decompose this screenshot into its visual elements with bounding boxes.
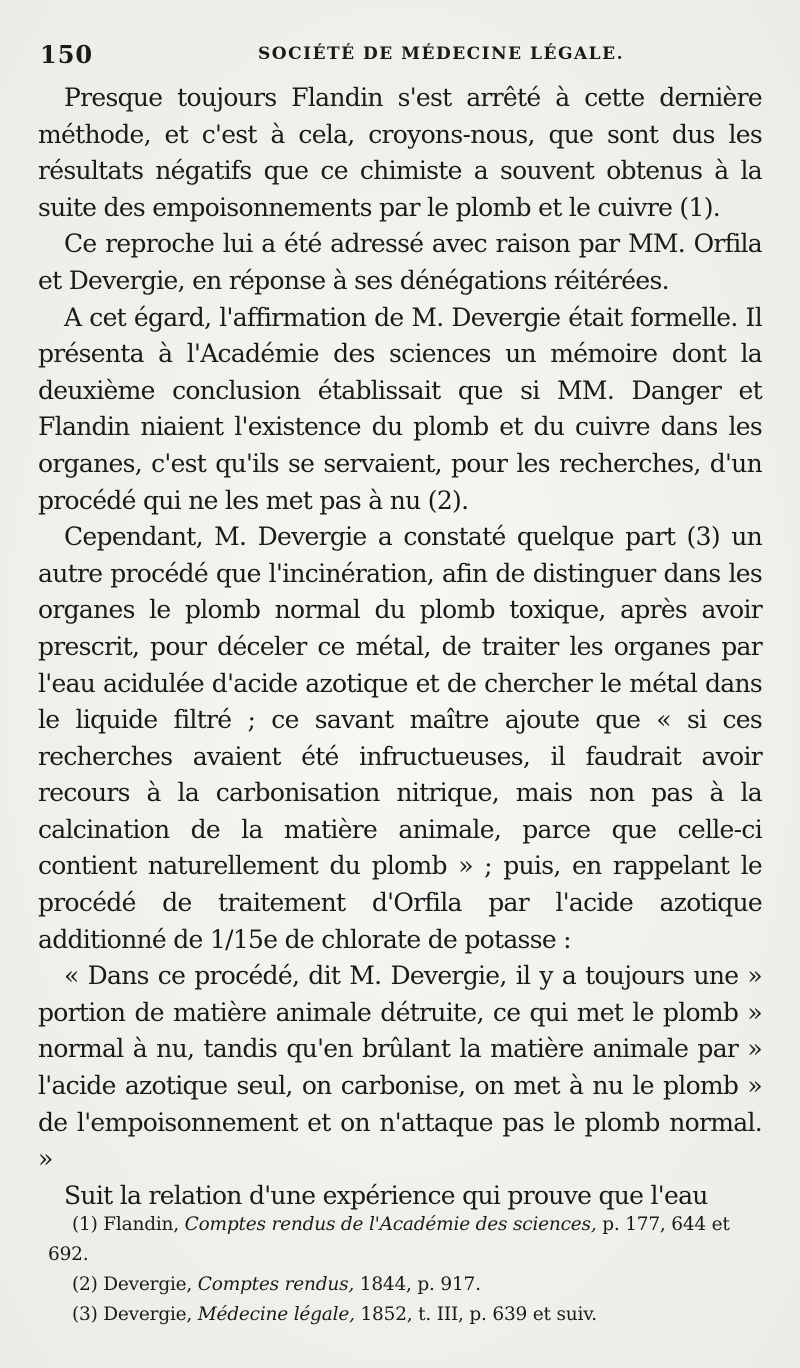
footnote <box>48 1300 766 1330</box>
footnote-reference: 1844, p. 917. <box>359 1274 481 1295</box>
body-text <box>38 80 762 1214</box>
quoted-paragraph: « Dans ce procédé, dit M. Devergie, il y a toujours une » portion de matière animale détruite, ce qui met le plomb » normal à nu, tandis qu'en brûlant la matière animale par » l'acide azotique seul, on carbonise, on met à nu le plomb » de l'empoisonnement et on n'attaque pas le plomb normal. » <box>38 961 762 1174</box>
footnote <box>48 1270 766 1300</box>
footnote-author: Devergie, <box>103 1304 193 1325</box>
footnote-marker: (2) <box>72 1274 98 1295</box>
footnote-marker: (1) <box>72 1214 98 1235</box>
running-title: SOCIÉTÉ DE MÉDECINE LÉGALE. <box>258 44 624 64</box>
footnote-work: Comptes rendus, <box>197 1274 355 1295</box>
footnote-marker: (3) <box>72 1304 98 1325</box>
footnote-author: Devergie, <box>103 1274 193 1295</box>
running-head <box>40 40 760 74</box>
page-number: 150 <box>40 40 94 69</box>
paragraph: A cet égard, l'affirmation de M. Devergie était formelle. Il présenta à l'Académie des sciences un mémoire dont la deuxième conclusion établissait que si MM. Danger et Flandin niaient l'existence du plomb et du cuivre dans les organes, c'est qu'ils se servaient, pour les recherches, d'un procédé qui ne les met pas à nu (2). <box>38 302 762 515</box>
footnote <box>48 1210 766 1270</box>
paragraph: Ce reproche lui a été adressé avec raison par MM. Orfila et Devergie, en réponse à ses dénégations réitérées. <box>38 229 762 295</box>
paragraph: Cependant, M. Devergie a constaté quelque part (3) un autre procédé que l'incinération, afin de distinguer dans les organes le plomb normal du plomb toxique, après avoir prescrit, pour déceler ce métal, de traiter les organes par l'eau acidulée d'acide azotique et de chercher le métal dans le liquide filtré ; ce savant maître ajoute que « si ces recherches avaient été infructueuses, il faudrait avoir recours à la carbonisation nitrique, mais non pas à la calcination de la matière animale, parce que celle-ci contient naturellement du plomb » ; puis, en rappelant le procédé de traitement d'Orfila par l'acide azotique additionné de 1/15e de chlorate de potasse : <box>38 522 762 954</box>
paragraph: Suit la relation d'une expérience qui prouve que l'eau <box>64 1180 708 1210</box>
footnote-author: Flandin, <box>103 1214 179 1235</box>
footnote-reference: 1852, t. III, p. 639 et suiv. <box>360 1304 597 1325</box>
footnote-reference: p. 177, 644 et 692. <box>48 1214 730 1265</box>
paragraph: Presque toujours Flandin s'est arrêté à cette dernière méthode, et c'est à cela, croyons-nous, que sont dus les résultats négatifs que ce chimiste a souvent obtenus à la suite des empoisonnements par le plomb et le cuivre (1). <box>38 83 762 222</box>
footnotes <box>48 1210 766 1330</box>
footnote-work: Comptes rendus de l'Académie des sciences, <box>184 1214 597 1235</box>
footnote-work: Médecine légale, <box>197 1304 355 1325</box>
